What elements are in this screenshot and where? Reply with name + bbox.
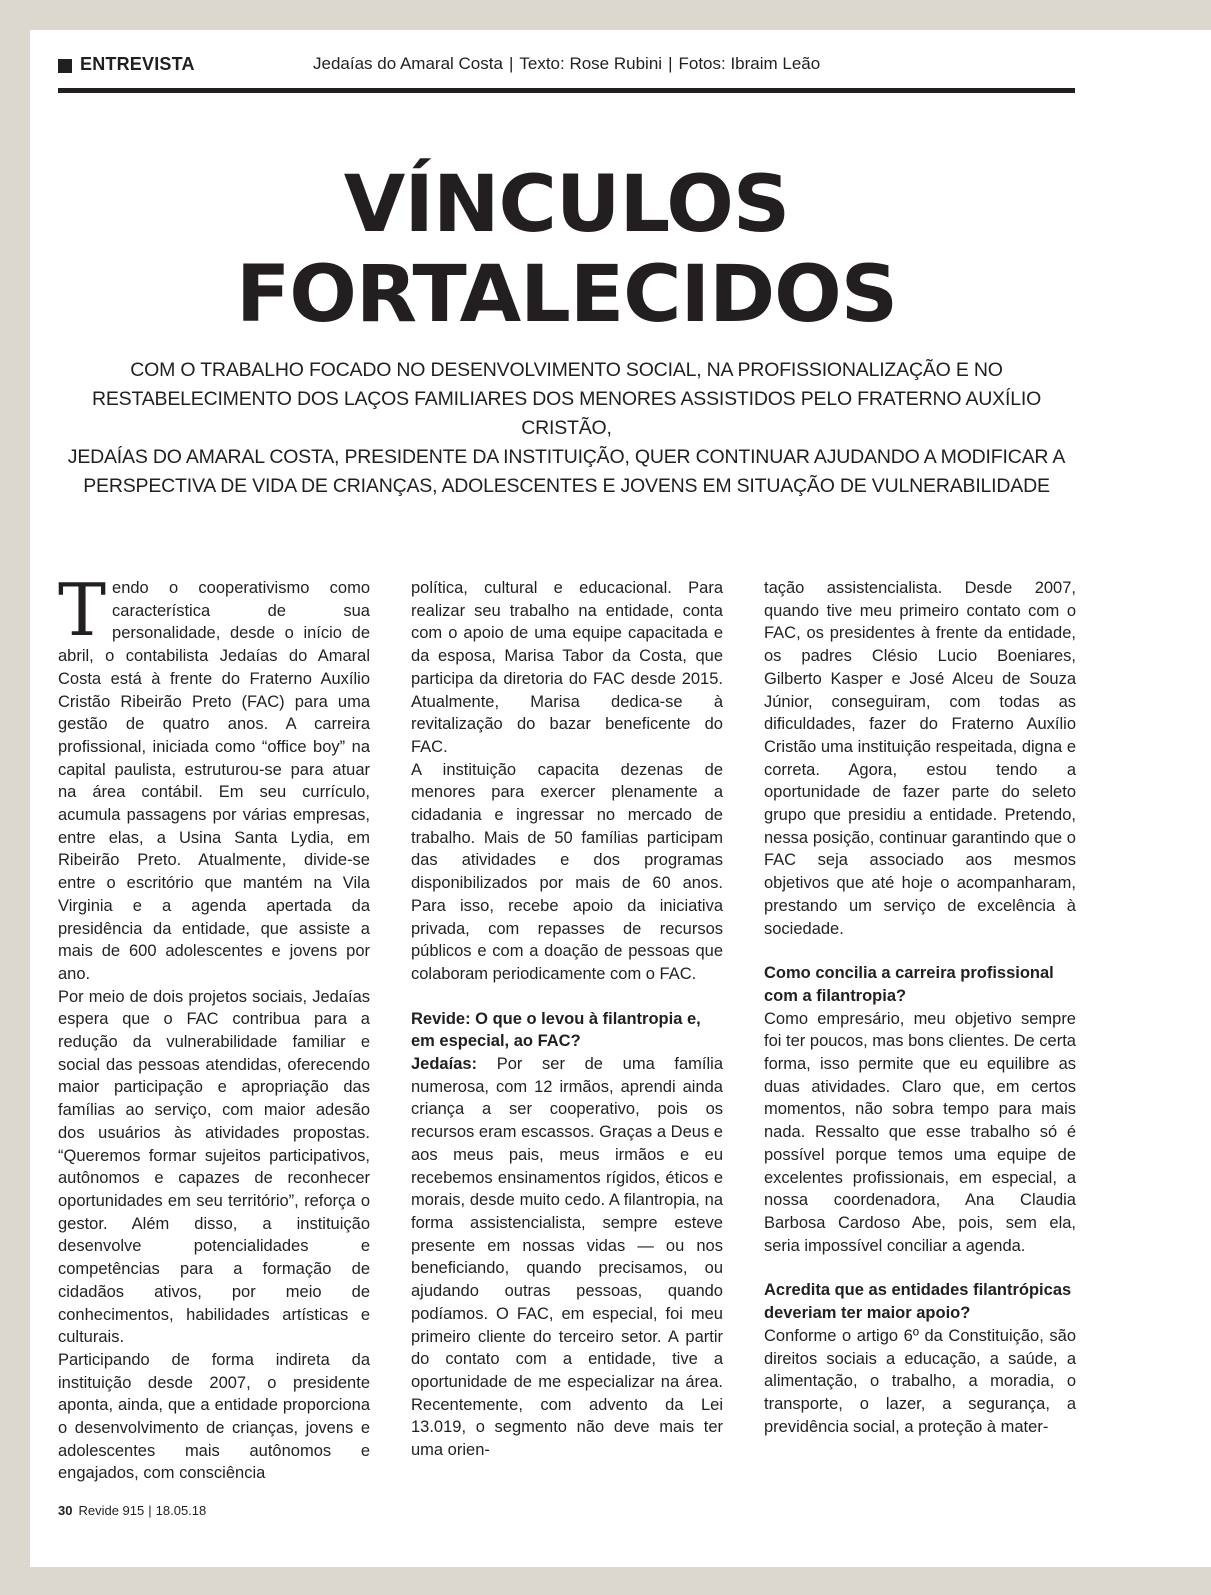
standfirst-line-4: PERSPECTIVA DE VIDA DE CRIANÇAS, ADOLESCENTES E JOVENS EM SITUAÇÃO DE VULNERABILIDADE (83, 475, 1050, 497)
credits-line (313, 54, 820, 74)
photo-credit: Fotos: Ibraim Leão (678, 54, 821, 73)
interview-question: Revide: O que o levou à filantropia e, em especial, ao FAC? (411, 1009, 701, 1051)
body-column-2 (411, 577, 723, 1462)
interview-answer (411, 1053, 723, 1462)
page-number: 30 (58, 1503, 73, 1518)
interview-question: Como concilia a carreira profissional com a filantropia? (764, 964, 1054, 1005)
answer-text: Por ser de uma família numerosa, com 12 irmãos, aprendi ainda criança a ser cooperativo, pois os recursos eram escassos. Graças a Deus e aos meus pais, meus irmãos e eu recebemos ensinamentos rígidos, éticos e morais, desde muito cedo. A filantropia, na forma assistencialista, sempre esteve presente em nossas vidas — ou nos beneficiando, quando precisamos, ou ajudando outras pessoas, quando podíamos. O FAC, em especial, foi meu primeiro cliente do terceiro setor. A partir do contato com a entidade, tive a oportunidade de me especializar na área. Recentemente, com advento da Lei 13.019, o segmento não deve mais ter uma orien- (411, 1055, 724, 1460)
interview-question: Acredita que as entidades filantrópicas deveriam ter maior apoio? (764, 1281, 1072, 1323)
credit-separator: | (668, 54, 673, 73)
issue-date: 18.05.18 (155, 1503, 207, 1518)
header-rule (58, 88, 1075, 93)
body-paragraph: Por meio de dois projetos sociais, Jedaías espera que o FAC contribua para a redução da vulnerabilidade familiar e social das pessoas atendidas, oferecendo maior participação e apropriação das famílias ao serviço, com maior adesão dos usuários às atividades propostas. “Queremos formar sujeitos participativos, autônomos e capazes de reconhecer oportunidades em seu território”, reforça o gestor. Além disso, a instituição desenvolve potencialidades e competências para a formação de cidadãos ativos, por meio de conhecimentos, habilidades artísticas e culturais. (58, 987, 370, 1347)
footer-separator: | (148, 1503, 152, 1518)
interviewee-name: Jedaías do Amaral Costa (313, 54, 503, 73)
body-paragraph: política, cultural e educacional. Para realizar seu trabalho na entidade, conta com o apoio de uma equipe capacitada e da esposa, Marisa Tabor da Costa, que participa da diretoria do FAC desde 2015. Atualmente, Marisa dedica-se à revitalização do bazar beneficente do FAC. (411, 579, 723, 756)
title-line-1: VÍNCULOS (343, 160, 790, 250)
standfirst-line-1: COM O TRABALHO FOCADO NO DESENVOLVIMENTO SOCIAL, NA PROFISSIONALIZAÇÃO E NO (130, 359, 1003, 381)
body-column-3 (764, 577, 1076, 1438)
paragraph-text: endo o cooperativismo como característica de sua personalidade, desde o início de abril, o contabilista Jedaías do Amaral Costa está à frente do Fraterno Auxílio Cristão Ribeirão Preto (FAC) para uma gestão de quatro anos. A carreira profissional, iniciada como “office boy” na capital paulista, estruturou-se para atuar na área contábil. Em seu currículo, acumula passagens por várias empresas, entre elas, a Usina Santa Lydia, em Ribeirão Preto. Atualmente, divide-se entre o escritório que mantém na Vila Virginia e a agenda apertada da presidência da entidade, que assiste a mais de 600 adolescentes e jovens por ano. (58, 579, 370, 983)
body-paragraph (58, 568, 370, 986)
title-line-2: FORTALECIDOS (235, 250, 898, 340)
body-column-1 (58, 568, 370, 1485)
body-paragraph: A instituição capacita dezenas de menores para exercer plenamente a cidadania e ingressar no mercado de trabalho. Mais de 50 famílias participam das atividades e dos programas disponibilizados por mais de 60 anos. Para isso, recebe apoio da iniciativa privada, com repasses de recursos públicos e com a doação de pessoas que colaboram periodicamente com o FAC. (411, 760, 723, 983)
page-footer (58, 1503, 206, 1518)
page-header (58, 50, 1075, 90)
text-credit: Texto: Rose Rubini (519, 54, 663, 73)
interview-answer: Conforme o artigo 6º da Constituição, são direitos sociais a educação, a saúde, a alimentação, o trabalho, a moradia, o transporte, o lazer, a segurança, a previdência social, a proteção à mater- (764, 1326, 1076, 1436)
interview-answer: tação assistencialista. Desde 2007, quando tive meu primeiro contato com o FAC, os presidentes à frente da entidade, os padres Clésio Lucio Boeniares, Gilberto Kasper e José Alceu de Souza Júnior, conseguiram, com todas as dificuldades, fazer do Fraterno Auxílio Cristão uma instituição respeitada, digna e correta. Agora, estou tendo a oportunidade de fazer parte do seleto grupo que presidiu a entidade. Pretendo, nessa posição, continuar garantindo que o FAC seja associado aos mesmos objetivos que até hoje o acompanharam, prestando um serviço de excelência à sociedade. (764, 579, 1076, 938)
speaker-label: Jedaías: (411, 1055, 478, 1074)
issue-name: Revide 915 (78, 1503, 145, 1518)
section-marker-square (58, 59, 72, 73)
standfirst-line-3: JEDAÍAS DO AMARAL COSTA, PRESIDENTE DA INSTITUIÇÃO, QUER CONTINUAR AJUDANDO A MODIFICAR A (67, 446, 1066, 468)
body-paragraph: Participando de forma indireta da instituição desde 2007, o presidente aponta, ainda, que a entidade proporciona o desenvolvimento de crianças, jovens e adolescentes mais autônomos e engajados, com consciência (58, 1350, 370, 1483)
article-standfirst (58, 356, 1075, 501)
section-label: ENTREVISTA (80, 54, 195, 74)
drop-cap: T (58, 568, 107, 652)
interview-answer: Como empresário, meu objetivo sempre foi ter poucos, mas bons clientes. De certa forma, isso permite que eu equilibre as duas atividades. Claro que, em certos momentos, não sobra tempo para mais nada. Ressalto que esse trabalho só é possível porque temos uma equipe de excelentes profissionais, em especial, a nossa coordenadora, Ana Claudia Barbosa Cardoso Abe, pois, sem ela, seria impossível conciliar a agenda. (764, 1009, 1076, 1255)
article-title (48, 160, 1085, 340)
standfirst-line-2: RESTABELECIMENTO DOS LAÇOS FAMILIARES DOS MENORES ASSISTIDOS PELO FRATERNO AUXÍLIO CRISTÃO, (91, 388, 1042, 439)
credit-separator: | (508, 54, 514, 73)
